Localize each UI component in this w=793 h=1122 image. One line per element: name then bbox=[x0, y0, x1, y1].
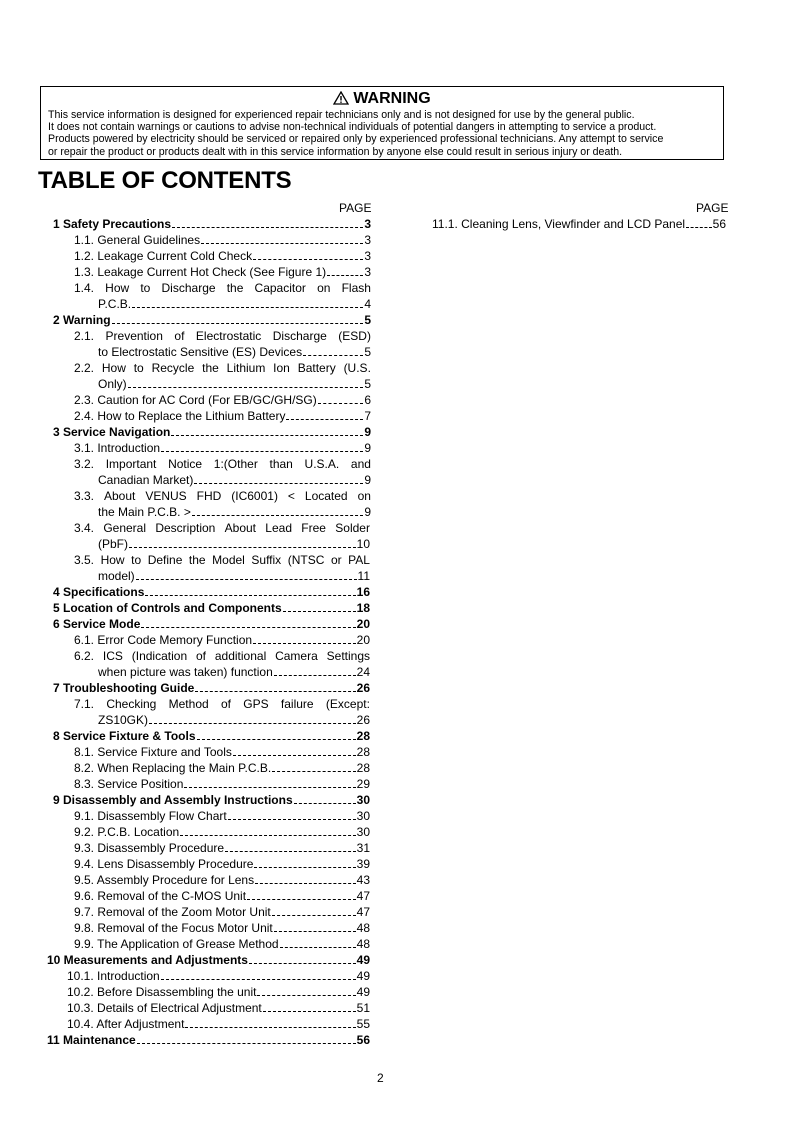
toc-entry-title: 2.3. Caution for AC Cord (For EB/GC/GH/SG) bbox=[74, 393, 317, 407]
toc-entry[interactable] bbox=[74, 328, 371, 360]
toc-entry-page: 6 bbox=[364, 393, 371, 407]
toc-entry-title: 9.4. Lens Disassembly Procedure bbox=[74, 857, 254, 871]
leader-dots bbox=[128, 386, 364, 388]
toc-section[interactable] bbox=[53, 312, 371, 328]
toc-entry[interactable] bbox=[74, 920, 370, 936]
toc-entry-page: 10 bbox=[356, 537, 370, 551]
toc-entry-title: 10 Measurements and Adjustments bbox=[47, 953, 248, 967]
toc-entry[interactable] bbox=[74, 696, 370, 728]
toc-entry[interactable] bbox=[74, 440, 371, 456]
toc-entry-title: 9 Disassembly and Assembly Instructions bbox=[53, 793, 293, 807]
toc-entry[interactable] bbox=[74, 776, 370, 792]
toc-entry-page: 20 bbox=[356, 633, 370, 647]
toc-entry-title: 8.1. Service Fixture and Tools bbox=[74, 745, 232, 759]
toc-entry[interactable] bbox=[74, 744, 370, 760]
toc-entry[interactable] bbox=[74, 408, 371, 424]
toc-entry-title: 9.9. The Application of Grease Method bbox=[74, 937, 279, 951]
toc-entry-page: 5 bbox=[364, 377, 371, 391]
toc-entry[interactable] bbox=[74, 904, 370, 920]
leader-dots bbox=[247, 898, 356, 900]
toc-entry[interactable] bbox=[74, 264, 371, 280]
leader-dots bbox=[145, 594, 355, 596]
toc-entry-page: 9 bbox=[364, 441, 371, 455]
toc-entry-title: 6 Service Mode bbox=[53, 617, 141, 631]
toc-entry-title: 9.8. Removal of the Focus Motor Unit bbox=[74, 921, 273, 935]
toc-entry-title-cont: Canadian Market) bbox=[98, 473, 194, 487]
toc-entry-title: 9.5. Assembly Procedure for Lens bbox=[74, 873, 255, 887]
toc-entry[interactable] bbox=[67, 1000, 370, 1016]
toc-entry-page: 7 bbox=[364, 409, 371, 423]
toc-entry[interactable] bbox=[74, 280, 371, 312]
toc-entry[interactable] bbox=[74, 872, 370, 888]
leader-dots bbox=[149, 722, 356, 724]
leader-dots bbox=[283, 610, 356, 612]
toc-entry-page: 4 bbox=[364, 297, 371, 311]
toc-entry-page: 28 bbox=[356, 729, 370, 743]
toc-entry-page: 3 bbox=[364, 249, 371, 263]
toc-entry-title: 5 Location of Controls and Components bbox=[53, 601, 282, 615]
toc-entry[interactable] bbox=[74, 824, 370, 840]
leader-dots bbox=[201, 242, 363, 244]
toc-entry-title: 6.2. ICS (Indication of additional Camera Settings bbox=[74, 649, 370, 663]
warning-line: This service information is designed for experienced repair technicians only and is not designed for use by the general public. bbox=[48, 109, 635, 121]
toc-entry-page: 18 bbox=[356, 601, 370, 615]
toc-entry-title: 10.2. Before Disassembling the unit bbox=[67, 985, 257, 999]
leader-dots bbox=[195, 690, 355, 692]
toc-entry-title: 6.1. Error Code Memory Function bbox=[74, 633, 253, 647]
toc-entry-page: 5 bbox=[364, 345, 371, 359]
toc-entry-page: 9 bbox=[364, 473, 371, 487]
toc-entry-page: 48 bbox=[356, 937, 370, 951]
toc-entry-page: 16 bbox=[356, 585, 370, 599]
warning-triangle-icon bbox=[333, 91, 349, 105]
toc-entry[interactable] bbox=[74, 936, 370, 952]
toc-entry-page: 39 bbox=[356, 857, 370, 871]
toc-entry-title: 10.4. After Adjustment bbox=[67, 1017, 185, 1031]
leader-dots bbox=[272, 770, 355, 772]
leader-dots bbox=[327, 274, 363, 276]
toc-section[interactable] bbox=[53, 792, 370, 808]
toc-entry[interactable] bbox=[74, 392, 371, 408]
toc-entry-page: 55 bbox=[356, 1017, 370, 1031]
leader-dots bbox=[318, 402, 364, 404]
toc-entry-page: 30 bbox=[356, 793, 370, 807]
toc-entry[interactable] bbox=[74, 840, 370, 856]
leader-dots bbox=[129, 546, 356, 548]
toc-entry-page: 49 bbox=[356, 969, 370, 983]
toc-entry-page: 9 bbox=[364, 505, 371, 519]
toc-section[interactable] bbox=[53, 584, 370, 600]
leader-dots bbox=[185, 1026, 355, 1028]
leader-dots bbox=[257, 994, 355, 996]
toc-list-left bbox=[0, 216, 793, 1056]
leader-dots bbox=[136, 578, 357, 580]
leader-dots bbox=[197, 738, 356, 740]
toc-section[interactable] bbox=[53, 728, 370, 744]
toc-entry-page: 28 bbox=[356, 745, 370, 759]
toc-entry-title: 3.5. How to Define the Model Suffix (NTSC or PAL bbox=[74, 553, 370, 567]
toc-section[interactable] bbox=[53, 424, 371, 440]
toc-entry[interactable] bbox=[74, 248, 371, 264]
leader-dots bbox=[253, 258, 363, 260]
leader-dots bbox=[254, 866, 355, 868]
toc-entry-title: 2.4. How to Replace the Lithium Battery bbox=[74, 409, 286, 423]
page-number: 2 bbox=[377, 1071, 384, 1085]
toc-section[interactable] bbox=[53, 600, 370, 616]
toc-entry-title: 8.3. Service Position bbox=[74, 777, 184, 791]
toc-entry-title: 2.2. How to Recycle the Lithium Ion Battery (U.S. bbox=[74, 361, 371, 375]
toc-entry-title: 10.3. Details of Electrical Adjustment bbox=[67, 1001, 262, 1015]
toc-entry-title: 1.4. How to Discharge the Capacitor on Flash bbox=[74, 281, 371, 295]
toc-section[interactable] bbox=[53, 616, 370, 632]
toc-entry-page: 47 bbox=[356, 905, 370, 919]
toc-entry-page: 29 bbox=[356, 777, 370, 791]
toc-entry-title: 1 Safety Precautions bbox=[53, 217, 172, 231]
leader-dots bbox=[286, 418, 363, 420]
leader-dots bbox=[194, 482, 363, 484]
toc-entry[interactable] bbox=[74, 648, 370, 680]
toc-title: TABLE OF CONTENTS bbox=[38, 167, 292, 194]
toc-entry-title: 9.6. Removal of the C-MOS Unit bbox=[74, 889, 247, 903]
toc-entry-page: 11 bbox=[357, 569, 370, 583]
leader-dots bbox=[112, 322, 364, 324]
toc-entry-page: 26 bbox=[356, 681, 370, 695]
toc-entry-page: 3 bbox=[364, 217, 371, 231]
toc-entry[interactable] bbox=[74, 488, 371, 520]
toc-entry-page: 31 bbox=[356, 841, 370, 855]
toc-entry-page: 30 bbox=[356, 825, 370, 839]
toc-entry-page: 51 bbox=[356, 1001, 370, 1015]
toc-entry-page: 48 bbox=[356, 921, 370, 935]
toc-entry-title: 1.3. Leakage Current Hot Check (See Figure 1) bbox=[74, 265, 327, 279]
toc-entry-title: 2 Warning bbox=[53, 313, 111, 327]
toc-entry-page: 3 bbox=[364, 265, 371, 279]
toc-entry-title: 9.3. Disassembly Procedure bbox=[74, 841, 225, 855]
toc-entry-page: 5 bbox=[364, 313, 371, 327]
leader-dots bbox=[180, 834, 355, 836]
leader-dots bbox=[225, 850, 356, 852]
toc-entry[interactable] bbox=[74, 456, 371, 488]
warning-text bbox=[48, 109, 718, 158]
toc-entry-page: 49 bbox=[356, 985, 370, 999]
toc-entry-title: 1.2. Leakage Current Cold Check bbox=[74, 249, 253, 263]
toc-entry-title: 3.3. About VENUS FHD (IC6001) < Located on bbox=[74, 489, 371, 503]
warning-box bbox=[40, 86, 724, 160]
toc-entry-page: 9 bbox=[364, 425, 371, 439]
leader-dots bbox=[141, 626, 355, 628]
toc-entry-title: 11 Maintenance bbox=[47, 1033, 136, 1047]
toc-entry-page: 28 bbox=[356, 761, 370, 775]
leader-dots bbox=[132, 306, 363, 308]
toc-entry-title-cont: ZS10GK) bbox=[98, 713, 149, 727]
toc-entry-title: 7.1. Checking Method of GPS failure (Except: bbox=[74, 697, 370, 711]
leader-dots bbox=[192, 514, 363, 516]
toc-entry[interactable] bbox=[432, 216, 726, 232]
leader-dots bbox=[233, 754, 356, 756]
toc-entry-title-cont: Only) bbox=[98, 377, 127, 391]
leader-dots bbox=[171, 434, 363, 436]
leader-dots bbox=[184, 786, 355, 788]
toc-entry-page: 47 bbox=[356, 889, 370, 903]
warning-line: It does not contain warnings or cautions to advise non-technical individuals of potential dangers in attempting to service a product. bbox=[48, 121, 657, 134]
warning-title-text: WARNING bbox=[353, 90, 431, 107]
toc-entry-title: 2.1. Prevention of Electrostatic Discharge (ESD) bbox=[74, 329, 371, 343]
toc-entry[interactable] bbox=[74, 632, 370, 648]
toc-entry-title: 3.1. Introduction bbox=[74, 441, 161, 455]
toc-entry-title: 10.1. Introduction bbox=[67, 969, 160, 983]
toc-entry[interactable] bbox=[67, 1016, 370, 1032]
toc-section[interactable] bbox=[47, 1032, 370, 1048]
toc-entry-page: 56 bbox=[712, 217, 726, 231]
toc-section[interactable] bbox=[47, 952, 370, 968]
toc-entry-page: 30 bbox=[356, 809, 370, 823]
toc-entry-page: 26 bbox=[356, 713, 370, 727]
toc-entry-title: 1.1. General Guidelines bbox=[74, 233, 201, 247]
page-column-header: PAGE bbox=[339, 201, 372, 215]
toc-entry-title: 3 Service Navigation bbox=[53, 425, 171, 439]
toc-list-right bbox=[0, 216, 793, 236]
toc-entry-page: 43 bbox=[356, 873, 370, 887]
toc-entry-page: 20 bbox=[356, 617, 370, 631]
toc-entry-title: 11.1. Cleaning Lens, Viewfinder and LCD Panel bbox=[432, 217, 686, 231]
toc-entry-title: 3.2. Important Notice 1:(Other than U.S.A. and bbox=[74, 457, 371, 471]
leader-dots bbox=[686, 226, 712, 228]
toc-entry[interactable] bbox=[67, 984, 370, 1000]
toc-entry-title-cont: when picture was taken) function bbox=[98, 665, 273, 679]
leader-dots bbox=[263, 1010, 356, 1012]
toc-entry-page: 56 bbox=[356, 1033, 370, 1047]
warning-line: or repair the product or products dealt with in this service information by anyone else could result in serious injury or death. bbox=[48, 145, 623, 158]
toc-entry[interactable] bbox=[74, 856, 370, 872]
toc-entry-title: 8.2. When Replacing the Main P.C.B. bbox=[74, 761, 272, 775]
toc-entry-title-cont: (PbF) bbox=[98, 537, 128, 551]
toc-entry-title: 7 Troubleshooting Guide bbox=[53, 681, 195, 695]
leader-dots bbox=[253, 642, 356, 644]
toc-section[interactable] bbox=[53, 680, 370, 696]
page-column-header: PAGE bbox=[696, 201, 729, 215]
toc-entry[interactable] bbox=[74, 360, 371, 392]
warning-title bbox=[41, 89, 723, 109]
toc-entry[interactable] bbox=[74, 760, 370, 776]
toc-entry-title: 4 Specifications bbox=[53, 585, 145, 599]
leader-dots bbox=[274, 674, 356, 676]
toc-entry-title: 9.2. P.C.B. Location bbox=[74, 825, 180, 839]
leader-dots bbox=[161, 978, 356, 980]
leader-dots bbox=[137, 1042, 356, 1044]
toc-entry[interactable] bbox=[67, 968, 370, 984]
leader-dots bbox=[303, 354, 363, 356]
toc-entry-title-cont: model) bbox=[98, 569, 135, 583]
toc-entry[interactable] bbox=[74, 552, 370, 584]
leader-dots bbox=[161, 450, 363, 452]
toc-entry-title-cont: to Electrostatic Sensitive (ES) Devices bbox=[98, 345, 303, 359]
leader-dots bbox=[294, 802, 356, 804]
toc-entry-page: 49 bbox=[356, 953, 370, 967]
toc-entry[interactable] bbox=[74, 888, 370, 904]
leader-dots bbox=[272, 914, 356, 916]
leader-dots bbox=[280, 946, 356, 948]
toc-entry[interactable] bbox=[74, 520, 370, 552]
toc-entry-title-cont: P.C.B. bbox=[98, 297, 132, 311]
toc-entry-page: 24 bbox=[356, 665, 370, 679]
toc-entry-title: 8 Service Fixture & Tools bbox=[53, 729, 196, 743]
toc-entry-title: 9.1. Disassembly Flow Chart bbox=[74, 809, 227, 823]
toc-entry-title: 3.4. General Description About Lead Free Solder bbox=[74, 521, 370, 535]
leader-dots bbox=[228, 818, 356, 820]
leader-dots bbox=[249, 962, 356, 964]
toc-entry-title: 9.7. Removal of the Zoom Motor Unit bbox=[74, 905, 271, 919]
leader-dots bbox=[255, 882, 356, 884]
toc-entry-page: 3 bbox=[364, 233, 371, 247]
toc-entry-title-cont: the Main P.C.B. > bbox=[98, 505, 191, 519]
leader-dots bbox=[274, 930, 356, 932]
warning-line: Products powered by electricity should be serviced or repaired only by experienced professional technicians. Any attempt to service bbox=[48, 133, 664, 146]
toc-entry[interactable] bbox=[74, 808, 370, 824]
